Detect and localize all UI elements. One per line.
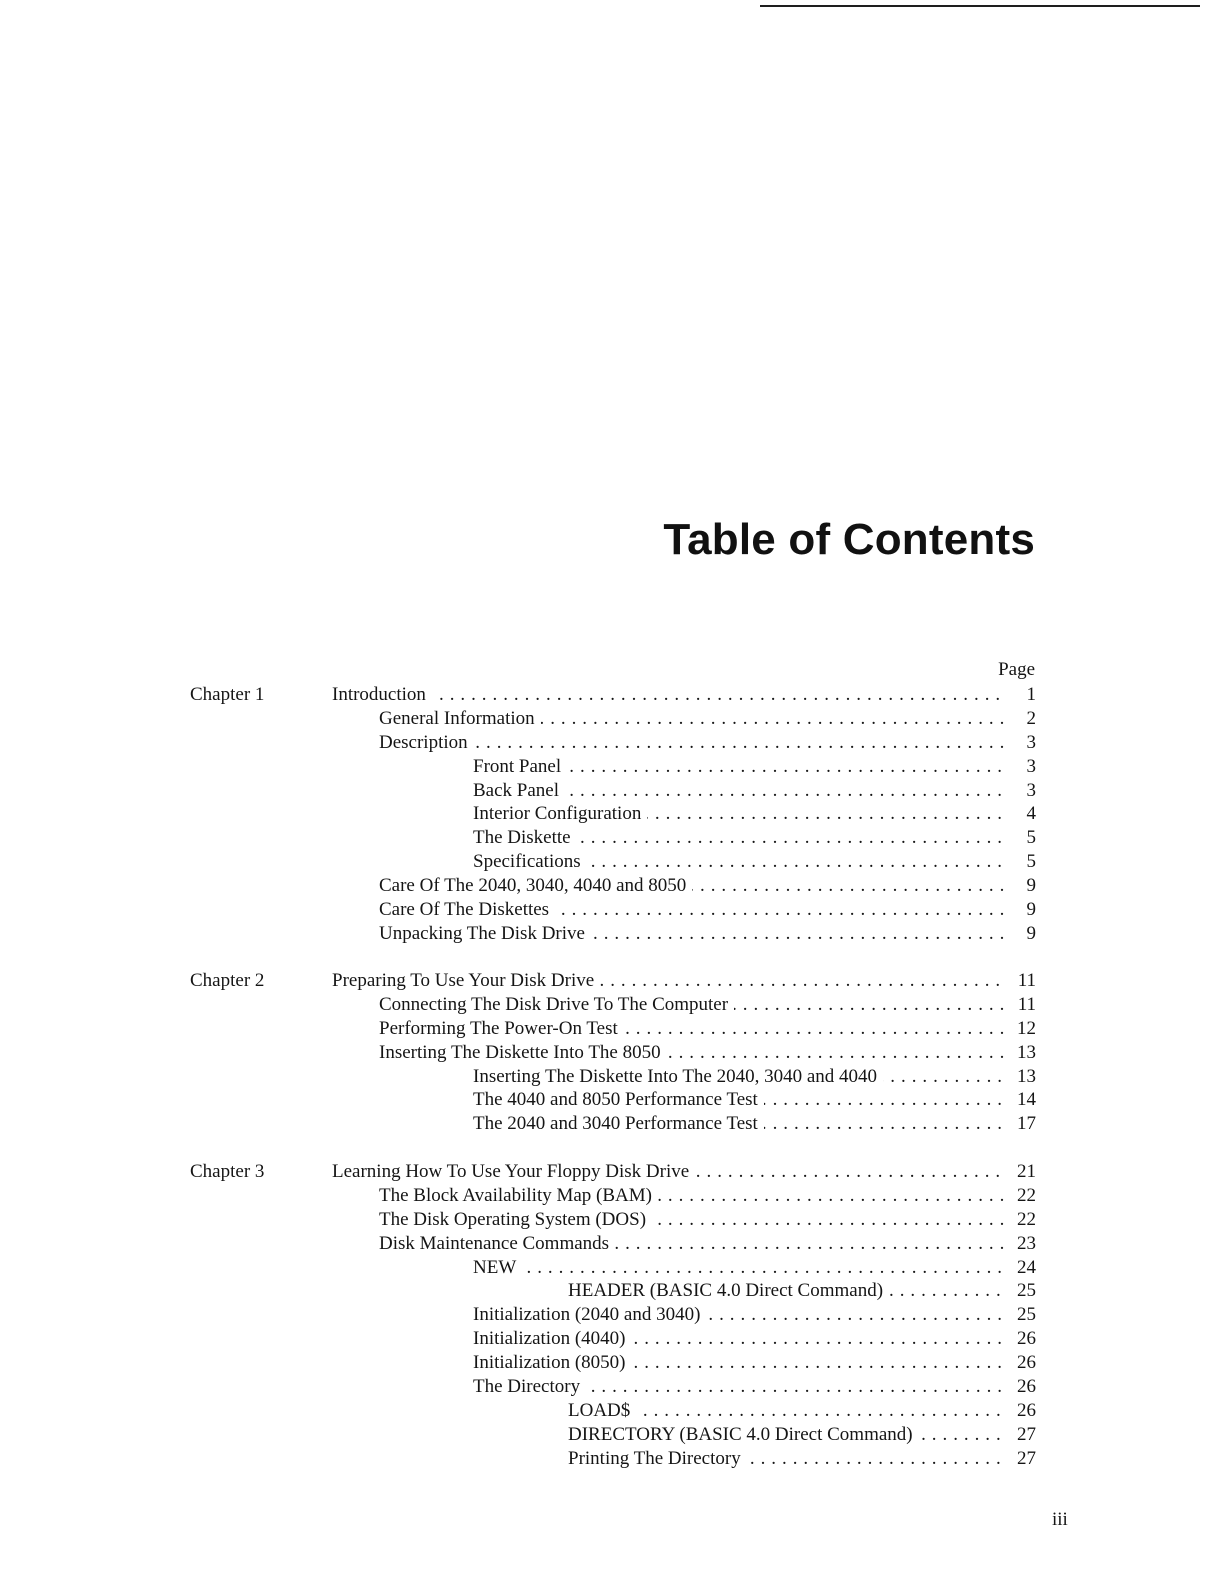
toc-entry-title: Performing The Power-On Test (379, 1018, 624, 1039)
chapter-label: Chapter 2 (190, 970, 265, 991)
toc-entry-title: Specifications (473, 851, 587, 872)
toc-entry-title: DIRECTORY (BASIC 4.0 Direct Command) (568, 1424, 919, 1445)
toc-entry (332, 1112, 1036, 1136)
toc-entry-title: Connecting The Disk Drive To The Computer (379, 994, 734, 1015)
toc-entry (332, 993, 1036, 1017)
toc-entry-leader (379, 1184, 1006, 1208)
toc-entry-page: 3 (1026, 755, 1036, 777)
toc-entry (332, 969, 1036, 993)
toc-entry (332, 1423, 1036, 1447)
toc-entry-title: Printing The Directory (568, 1448, 747, 1469)
toc-entry-page: 3 (1026, 731, 1036, 753)
toc-entry-title: Description (379, 732, 474, 753)
toc-entry (332, 731, 1036, 755)
toc-entry-page: 26 (1017, 1352, 1036, 1374)
toc-entry-leader (379, 898, 1006, 922)
toc-entry-leader (379, 731, 1006, 755)
toc-entry-title: NEW (473, 1257, 522, 1278)
toc-entry-leader (473, 1375, 1006, 1399)
toc-entry-page: 26 (1017, 1399, 1036, 1421)
toc-entry-title: The 2040 and 3040 Performance Test (473, 1113, 764, 1134)
toc-entry-title: Introduction (332, 684, 432, 705)
toc-entry-leader (379, 1041, 1006, 1065)
toc-entry-title: The Diskette (473, 827, 577, 848)
toc-entry-title: Initialization (8050) (473, 1352, 631, 1373)
toc-entry-leader (473, 1303, 1006, 1327)
toc-entry (332, 1327, 1036, 1351)
toc-entry-leader (332, 1160, 1006, 1184)
toc-entry (332, 898, 1036, 922)
toc-entry-page: 9 (1026, 899, 1036, 921)
toc-entry (332, 1232, 1036, 1256)
toc-entry-title: The Disk Operating System (DOS) (379, 1209, 652, 1230)
toc-entry-page: 9 (1026, 875, 1036, 897)
toc-entry-leader (473, 826, 1006, 850)
toc-entry-page: 2 (1026, 707, 1036, 729)
toc-entry-page: 24 (1017, 1256, 1036, 1278)
toc-entry-title: General Information (379, 708, 541, 729)
toc-entry-leader (473, 779, 1006, 803)
toc-entry-page: 11 (1017, 970, 1036, 991)
toc-entry (332, 755, 1036, 779)
toc-entry-page: 9 (1026, 922, 1036, 944)
toc-entry-title: Care Of The 2040, 3040, 4040 and 8050 (379, 875, 692, 896)
toc-entry-leader (473, 1256, 1006, 1280)
toc-entry (332, 1375, 1036, 1399)
toc-entry-page: 12 (1017, 1017, 1036, 1039)
toc-entry-title: Initialization (4040) (473, 1328, 631, 1349)
toc-entry (332, 1160, 1036, 1184)
toc-entry (332, 1279, 1036, 1303)
toc-entry-page: 21 (1017, 1161, 1036, 1182)
chapter-label: Chapter 1 (190, 684, 265, 705)
toc-entry (332, 826, 1036, 850)
toc-entry (332, 1303, 1036, 1327)
toc-entry (332, 1399, 1036, 1423)
toc-entry-leader (568, 1423, 1006, 1447)
toc-entry-leader (568, 1399, 1006, 1423)
toc-entry-page: 1 (1026, 684, 1036, 705)
toc-entry-title: Front Panel (473, 756, 567, 777)
toc-entry-leader (379, 707, 1006, 731)
toc-entry (332, 922, 1036, 946)
page-folio: iii (1052, 1509, 1068, 1530)
toc-entry (332, 1017, 1036, 1041)
toc-entry-page: 25 (1017, 1304, 1036, 1326)
chapter-label: Chapter 3 (190, 1161, 265, 1182)
toc-entry-leader (473, 755, 1006, 779)
toc-entry-page: 5 (1026, 827, 1036, 849)
toc-entry (332, 1088, 1036, 1112)
toc-entry-title: Inserting The Diskette Into The 2040, 3040 and 4040 (473, 1066, 883, 1087)
toc-entry (332, 1351, 1036, 1375)
toc-entry-title: LOAD$ (568, 1400, 636, 1421)
toc-entries (332, 1160, 1036, 1471)
toc-entry-leader (379, 922, 1006, 946)
toc-entry-leader (568, 1447, 1006, 1471)
toc-entry-page: 23 (1017, 1232, 1036, 1254)
toc-entry-page: 11 (1017, 993, 1036, 1015)
toc-entry-leader (568, 1279, 1006, 1303)
toc-entry (332, 707, 1036, 731)
toc-entry-leader (379, 1232, 1006, 1256)
toc-entry-page: 5 (1026, 851, 1036, 873)
toc-entry-leader (473, 850, 1006, 874)
toc-entry-page: 17 (1017, 1113, 1036, 1135)
toc-entry-title: The Directory (473, 1376, 586, 1397)
toc-entry-page: 4 (1026, 803, 1036, 825)
toc-entry-leader (379, 993, 1006, 1017)
toc-entry-title: HEADER (BASIC 4.0 Direct Command) (568, 1280, 889, 1301)
page-column-header: Page (998, 659, 1035, 680)
toc-entry (332, 1041, 1036, 1065)
toc-entry-page: 27 (1017, 1447, 1036, 1469)
toc-entry-page: 13 (1017, 1041, 1036, 1063)
toc-entry-leader (379, 1208, 1006, 1232)
toc-entry (332, 1208, 1036, 1232)
toc-entry (332, 850, 1036, 874)
toc-entry-page: 26 (1017, 1376, 1036, 1398)
toc-entry-leader (332, 683, 1006, 707)
toc-entry-title: Interior Configuration (473, 803, 647, 824)
toc-entry-page: 26 (1017, 1328, 1036, 1350)
top-rule (760, 5, 1200, 7)
toc-entries (332, 969, 1036, 1136)
toc-entry-title: Unpacking The Disk Drive (379, 923, 591, 944)
toc-entry (332, 802, 1036, 826)
toc-entry-title: Disk Maintenance Commands (379, 1233, 615, 1254)
toc-entry-title: Preparing To Use Your Disk Drive (332, 970, 600, 991)
toc-entry-page: 22 (1017, 1184, 1036, 1206)
toc-entries (332, 683, 1036, 946)
toc-entry-title: Care Of The Diskettes (379, 899, 555, 920)
toc-entry-title: Inserting The Diskette Into The 8050 (379, 1042, 667, 1063)
toc-entry (332, 1447, 1036, 1471)
toc-entry-page: 27 (1017, 1423, 1036, 1445)
toc-entry-title: Learning How To Use Your Floppy Disk Drive (332, 1161, 695, 1182)
toc-entry (332, 1184, 1036, 1208)
toc-entry-leader (379, 874, 1006, 898)
toc-entry-leader (332, 969, 1006, 993)
page-title: Table of Contents (663, 515, 1035, 564)
toc-entry-leader (473, 1351, 1006, 1375)
toc-entry (332, 1256, 1036, 1280)
toc-entry-page: 3 (1026, 779, 1036, 801)
toc-entry-leader (473, 802, 1006, 826)
toc-entry (332, 683, 1036, 707)
toc-entry-title: Initialization (2040 and 3040) (473, 1304, 706, 1325)
toc-entry-page: 13 (1017, 1065, 1036, 1087)
toc-entry (332, 779, 1036, 803)
toc-entry-page: 22 (1017, 1208, 1036, 1230)
toc-entry-title: The 4040 and 8050 Performance Test (473, 1089, 764, 1110)
toc-entry-page: 25 (1017, 1280, 1036, 1302)
toc-entry-leader (379, 1017, 1006, 1041)
toc-entry-title: Back Panel (473, 780, 565, 801)
toc-entry-page: 14 (1017, 1089, 1036, 1111)
toc-entry-leader (473, 1065, 1006, 1089)
toc-entry (332, 874, 1036, 898)
toc-entry-leader (473, 1112, 1006, 1136)
toc-entry (332, 1065, 1036, 1089)
toc-entry-title: The Block Availability Map (BAM) (379, 1185, 658, 1206)
toc-entry-leader (473, 1327, 1006, 1351)
toc-entry-leader (473, 1088, 1006, 1112)
